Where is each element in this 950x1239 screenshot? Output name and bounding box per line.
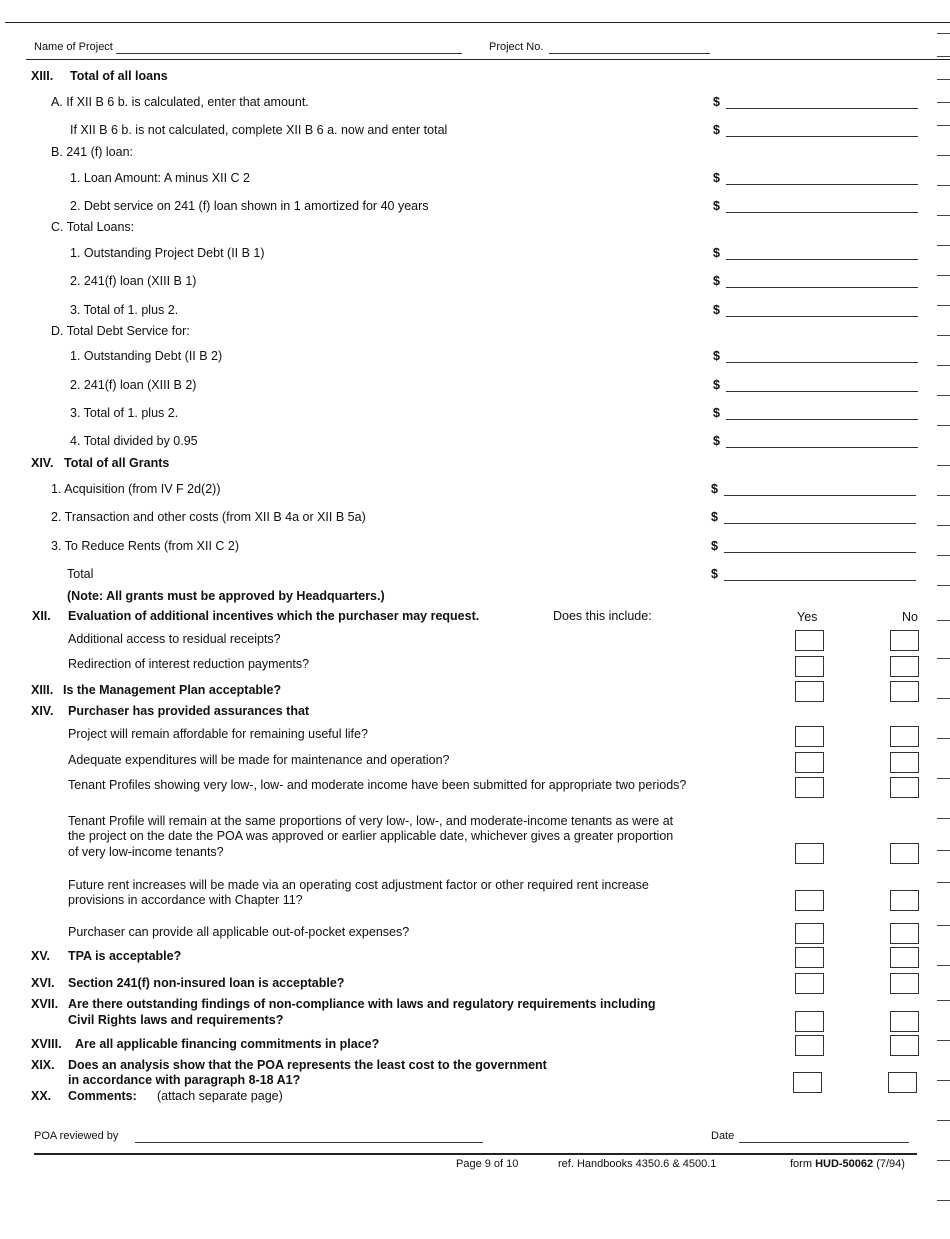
margin-tick (937, 1200, 950, 1201)
no-column-header: No (902, 610, 918, 624)
comments-instruction: (attach separate page) (157, 1089, 283, 1103)
non-compliance-line-1: Are there outstanding findings of non-compliance with laws and regulatory requirements including (68, 997, 656, 1011)
management-plan-no-checkbox[interactable] (890, 681, 919, 702)
financing-commitments-yes-checkbox[interactable] (795, 1035, 824, 1056)
grants-2-label: 2. Transaction and other costs (from XII B 4a or XII B 5a) (51, 510, 366, 524)
rent-increase-line-1: Future rent increases will be made via an operating cost adjustment factor or other required rent increase (68, 878, 649, 892)
least-cost-no-checkbox[interactable] (888, 1072, 917, 1093)
margin-tick (937, 965, 950, 966)
margin-tick (937, 425, 950, 426)
loans-d3-field[interactable] (726, 419, 918, 420)
project-name-field[interactable] (116, 53, 462, 54)
margin-tick (937, 1120, 950, 1121)
grants-2-field[interactable] (724, 523, 916, 524)
out-of-pocket-no-checkbox[interactable] (890, 923, 919, 944)
margin-tick (937, 658, 950, 659)
section-xvi-number: XVI. (31, 976, 55, 990)
reviewed-by-label: POA reviewed by (34, 1130, 119, 1142)
margin-tick (937, 620, 950, 621)
dollar-sign: $ (713, 171, 720, 185)
reviewed-by-field[interactable] (135, 1142, 483, 1143)
form-number (790, 1158, 905, 1170)
section-xiii-title: Total of all loans (70, 69, 168, 83)
financing-commitments-question: Are all applicable financing commitments in place? (75, 1037, 380, 1051)
grants-1-label: 1. Acquisition (from IV F 2d(2)) (51, 482, 221, 496)
page-number: Page 9 of 10 (456, 1158, 519, 1170)
affordable-question: Project will remain affordable for remaining useful life? (68, 727, 368, 741)
section-xix-number: XIX. (31, 1058, 55, 1072)
loans-c2-label: 2. 241(f) loan (XIII B 1) (70, 274, 197, 288)
interest-reduction-no-checkbox[interactable] (890, 656, 919, 677)
margin-tick (937, 275, 950, 276)
residual-receipts-yes-checkbox[interactable] (795, 630, 824, 651)
section-xvii-number: XVII. (31, 997, 59, 1011)
project-number-field[interactable] (549, 53, 710, 54)
grants-total-label: Total (67, 567, 94, 581)
margin-tick (937, 850, 950, 851)
tpa-yes-checkbox[interactable] (795, 947, 824, 968)
section-xii-number: XII. (32, 609, 51, 623)
grants-3-label: 3. To Reduce Rents (from XII C 2) (51, 539, 240, 553)
rent-increase-no-checkbox[interactable] (890, 890, 919, 911)
loans-d4-label: 4. Total divided by 0.95 (70, 434, 198, 448)
form-id: HUD-50062 (815, 1158, 874, 1170)
form-date: (7/94) (873, 1158, 905, 1170)
dollar-sign: $ (713, 349, 720, 363)
margin-tick (937, 818, 950, 819)
financing-commitments-no-checkbox[interactable] (890, 1035, 919, 1056)
management-plan-yes-checkbox[interactable] (795, 681, 824, 702)
loans-b1-label: 1. Loan Amount: A minus XII C 2 (70, 171, 250, 185)
loans-c1-label: 1. Outstanding Project Debt (II B 1) (70, 246, 265, 260)
loan-241f-yes-checkbox[interactable] (795, 973, 824, 994)
tenant-profiles-question: Tenant Profiles showing very low-, low- and moderate income have been submitted for appropriate two periods? (68, 778, 687, 792)
assurances-heading: Purchaser has provided assurances that (68, 704, 310, 718)
loans-d2-field[interactable] (726, 391, 918, 392)
loans-b2-field[interactable] (726, 212, 918, 213)
loans-b2-label: 2. Debt service on 241 (f) loan shown in 1 amortized for 40 years (70, 199, 429, 213)
section-xv-number: XV. (31, 949, 51, 963)
dollar-sign: $ (713, 95, 720, 109)
margin-tick (937, 79, 950, 80)
dollar-sign: $ (713, 274, 720, 288)
dollar-sign: $ (713, 406, 720, 420)
loans-a1-field[interactable] (726, 108, 918, 109)
margin-tick (937, 56, 950, 57)
margin-tick (937, 1040, 950, 1041)
margin-tick (937, 335, 950, 336)
margin-tick (937, 882, 950, 883)
grants-note: (Note: All grants must be approved by Headquarters.) (67, 589, 385, 603)
margin-tick (937, 555, 950, 556)
margin-tick (937, 1160, 950, 1161)
loans-c3-field[interactable] (726, 316, 918, 317)
footer-rule (34, 1153, 917, 1155)
date-label: Date (711, 1130, 735, 1142)
non-compliance-yes-checkbox[interactable] (795, 1011, 824, 1032)
header-rule (26, 59, 950, 60)
loan-241f-no-checkbox[interactable] (890, 973, 919, 994)
maintenance-question: Adequate expenditures will be made for maintenance and operation? (68, 753, 450, 767)
interest-reduction-yes-checkbox[interactable] (795, 656, 824, 677)
top-rule (5, 22, 950, 23)
loans-d3-label: 3. Total of 1. plus 2. (70, 406, 179, 420)
least-cost-yes-checkbox[interactable] (793, 1072, 822, 1093)
loans-b1-field[interactable] (726, 184, 918, 185)
margin-tick (937, 155, 950, 156)
tenant-profiles-yes-checkbox[interactable] (795, 777, 824, 798)
out-of-pocket-question: Purchaser can provide all applicable out-of-pocket expenses? (68, 925, 410, 939)
tpa-question: TPA is acceptable? (68, 949, 182, 963)
margin-tick (937, 778, 950, 779)
affordable-no-checkbox[interactable] (890, 726, 919, 747)
dollar-sign: $ (711, 482, 718, 496)
margin-tick (937, 1080, 950, 1081)
residual-receipts-question: Additional access to residual receipts? (68, 632, 281, 646)
margin-tick (937, 102, 950, 103)
dollar-sign: $ (713, 199, 720, 213)
rent-increase-line-2: provisions in accordance with Chapter 11? (68, 893, 303, 907)
tenant-profiles-no-checkbox[interactable] (890, 777, 919, 798)
dollar-sign: $ (713, 123, 720, 137)
maintenance-no-checkbox[interactable] (890, 752, 919, 773)
affordable-yes-checkbox[interactable] (795, 726, 824, 747)
loans-a1-label: A. If XII B 6 b. is calculated, enter that amount. (51, 95, 309, 109)
form-prefix: form (790, 1158, 816, 1170)
section-xiii-number: XIII. (31, 69, 54, 83)
dollar-sign: $ (713, 303, 720, 317)
non-compliance-no-checkbox[interactable] (890, 1011, 919, 1032)
loans-d1-field[interactable] (726, 362, 918, 363)
margin-tick (937, 365, 950, 366)
margin-tick (937, 495, 950, 496)
loans-a2-label: If XII B 6 b. is not calculated, complete XII B 6 a. now and enter total (70, 123, 448, 137)
dollar-sign: $ (711, 510, 718, 524)
project-name-label: Name of Project (34, 41, 113, 53)
residual-receipts-no-checkbox[interactable] (890, 630, 919, 651)
non-compliance-line-2: Civil Rights laws and requirements? (68, 1013, 284, 1027)
loans-c-heading: C. Total Loans: (51, 220, 135, 234)
section-xviii-number: XVIII. (31, 1037, 62, 1051)
margin-tick (937, 245, 950, 246)
loans-d-heading: D. Total Debt Service for: (51, 324, 190, 338)
grants-1-field[interactable] (724, 495, 916, 496)
out-of-pocket-yes-checkbox[interactable] (795, 923, 824, 944)
margin-tick (937, 1000, 950, 1001)
dollar-sign: $ (711, 567, 718, 581)
tenant-proportions-line-3: of very low-income tenants? (68, 845, 224, 859)
date-field[interactable] (739, 1142, 909, 1143)
loans-d2-label: 2. 241(f) loan (XIII B 2) (70, 378, 197, 392)
margin-tick (937, 215, 950, 216)
loan-241f-question: Section 241(f) non-insured loan is acceptable? (68, 976, 345, 990)
loans-d4-field[interactable] (726, 447, 918, 448)
loans-c1-field[interactable] (726, 259, 918, 260)
maintenance-yes-checkbox[interactable] (795, 752, 824, 773)
margin-tick (937, 585, 950, 586)
loans-b-heading: B. 241 (f) loan: (51, 145, 133, 159)
section-xiii-eval-number: XIII. (31, 683, 54, 697)
section-xiv-number: XIV. (31, 456, 54, 470)
grants-total-field[interactable] (724, 580, 916, 581)
loans-c2-field[interactable] (726, 287, 918, 288)
project-number-label: Project No. (489, 41, 544, 53)
dollar-sign: $ (713, 246, 720, 260)
margin-tick (937, 738, 950, 739)
loans-a2-field[interactable] (726, 136, 918, 137)
tpa-no-checkbox[interactable] (890, 947, 919, 968)
section-xii-tail: Does this include: (553, 609, 652, 623)
comments-label: Comments: (68, 1089, 137, 1103)
tenant-proportions-line-1: Tenant Profile will remain at the same proportions of very low-, low-, and moderate-income tenants as were at (68, 814, 674, 828)
dollar-sign: $ (713, 378, 720, 392)
margin-tick (937, 525, 950, 526)
section-xiv-eval-number: XIV. (31, 704, 54, 718)
loans-c3-label: 3. Total of 1. plus 2. (70, 303, 179, 317)
margin-tick (937, 465, 950, 466)
dollar-sign: $ (713, 434, 720, 448)
section-xii-title: Evaluation of additional incentives which the purchaser may request. (68, 609, 480, 623)
handbook-reference: ref. Handbooks 4350.6 & 4500.1 (558, 1158, 717, 1170)
loans-d1-label: 1. Outstanding Debt (II B 2) (70, 349, 223, 363)
margin-tick (937, 33, 950, 34)
management-plan-question: Is the Management Plan acceptable? (63, 683, 282, 697)
margin-tick (937, 395, 950, 396)
margin-tick (937, 698, 950, 699)
margin-tick (937, 185, 950, 186)
rent-increase-yes-checkbox[interactable] (795, 890, 824, 911)
margin-tick (937, 125, 950, 126)
tenant-proportions-yes-checkbox[interactable] (795, 843, 824, 864)
least-cost-line-2: in accordance with paragraph 8-18 A1? (68, 1073, 301, 1087)
margin-tick (937, 305, 950, 306)
tenant-proportions-no-checkbox[interactable] (890, 843, 919, 864)
section-xx-number: XX. (31, 1089, 52, 1103)
interest-reduction-question: Redirection of interest reduction payments? (68, 657, 310, 671)
yes-column-header: Yes (797, 610, 818, 624)
margin-tick (937, 925, 950, 926)
section-xiv-title: Total of all Grants (64, 456, 170, 470)
least-cost-line-1: Does an analysis show that the POA represents the least cost to the government (68, 1058, 547, 1072)
dollar-sign: $ (711, 539, 718, 553)
grants-3-field[interactable] (724, 552, 916, 553)
tenant-proportions-line-2: the project on the date the POA was approved or earlier applicable date, whichever gives a greater proportion (68, 829, 674, 843)
